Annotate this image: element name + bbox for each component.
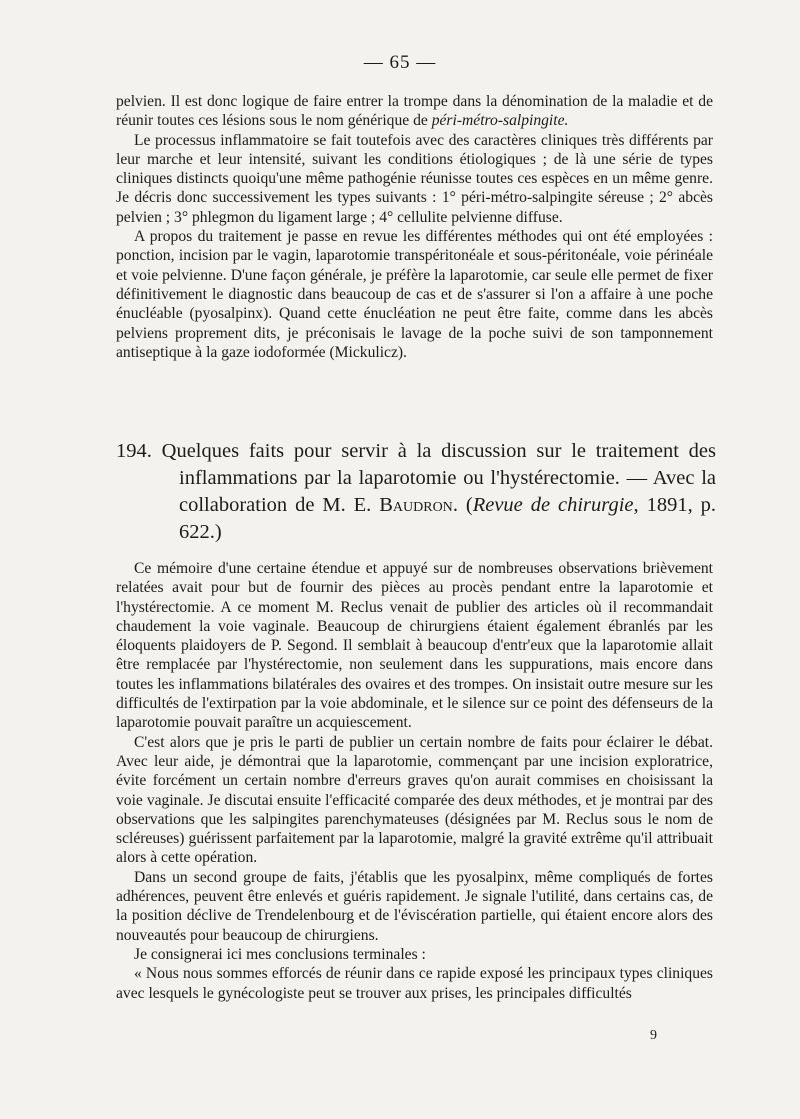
paragraph: C'est alors que je pris le parti de publier un certain nombre de faits pour éclairer le débat. Avec leur aide, je démontrai que la laparotomie, commençant par une incision exploratrice, évite forcément un certain nombre d'erreurs graves qu'on aurait commises en choisissant la voie vaginale. Je discutai ensuite l'efficacité comparée des deux méthodes, et je montrai par des observations que les salpingites parenchymateuses (désignées par M. Reclus sous le nom de scléreuses) guérissent parfaitement par la laparotomie, malgré la gravité extrême qu'il attribuait alors à cette opération. — [116, 733, 713, 867]
paragraph — [116, 92, 713, 131]
top-text-block — [116, 92, 713, 362]
paragraph: A propos du traitement je passe en revue les différentes méthodes qui ont été employées : ponction, incision par le vagin, laparotomie transpéritonéale et sous-péritonéale, voie périnéale et voie pelvienne. D'une façon générale, je préfère la laparotomie, car seule elle permet de fixer définitivement le diagnostic dans beaucoup de cas et de s'assurer si l'on a affaire à une poche énucléable (pyosalpinx). Quand cette énucléation ne peut être faite, comme dans les abcès pelviens proprement dits, je préconisais le lavage de la poche suivi de son tamponnement antiseptique à la gaze iodoformée (Mickulicz). — [116, 228, 713, 361]
section-heading — [116, 438, 716, 546]
paragraph-text: pelvien. Il est donc logique de faire entrer la trompe dans la dénomination de la maladie et de réunir toutes ces lésions sous le nom générique de — [116, 93, 713, 130]
citation: , 1891, p. 622.) — [179, 494, 717, 543]
paragraph: Dans un second groupe de faits, j'établis que les pyosalpinx, même compliqués de fortes adhérences, peuvent être enlevés et guéris rapidement. Je signale l'utilité, dans certains cas, de la position déclive de Trendelenbourg et de l'éviscération partielle, qui étaient encore alors des nouveautés pour beaucoup de chirurgiens. — [116, 868, 713, 944]
paragraph: « Nous nous sommes efforcés de réunir dans ce rapide exposé les principaux types cliniques avec lesquels le gynécologiste peut se trouver aux prises, les principales difficultés — [116, 965, 713, 1002]
paragraph: Ce mémoire d'une certaine étendue et appuyé sur de nombreuses observations brièvement relatées avait pour but de fournir des pièces au procès pendant entre la laparotomie et l'hystérectomie. A ce moment M. Reclus venait de publier des articles où il recommandait chaudement la voie vaginale. Beaucoup de chirurgiens étaient également ébranlés par les éloquents plaidoyers de P. Segond. Il semblait à beaucoup d'entr'eux que la laparotomie allait être remplacée par l'hystérectomie, non seulement dans les suppurations, mais encore dans toutes les inflammations bilatérales des ovaires et des trompes. On insistait outre mesure sur les difficultés de l'extirpation par la voie abdominale, et le silence sur ce point des défenseurs de la laparotomie pouvait paraître un acquiescement. — [116, 560, 713, 732]
journal-title: Revue de chirurgie — [472, 494, 634, 516]
bottom-text-block — [116, 559, 713, 1003]
signature-mark: 9 — [650, 1028, 657, 1043]
paragraph: Le processus inflammatoire se fait toutefois avec des caractères cliniques très différents par leur marche et leur intensité, suivant les conditions étiologiques ; de là une série de types cliniques distincts quoiqu'une même pathogénie réunisse toutes ces espèces en un même genre. Je décris donc successivement les types suivants : 1° péri-métro-salpingite séreuse ; 2° abcès pelvien ; 3° phlegmon du ligament large ; 4° cellulite pelvienne diffuse. — [116, 131, 713, 226]
italic-term: péri-métro-salpingite. — [431, 112, 569, 130]
paragraph: Je consignerai ici mes conclusions terminales : — [134, 945, 426, 963]
section-punct: . ( — [452, 494, 473, 516]
page-number: — 65 — — [363, 52, 437, 73]
section-number: 194. — [116, 440, 152, 462]
section-author: Baudron — [379, 494, 453, 516]
section-title: Quelques faits pour servir à la discussion sur le traitement des inflammations par la laparotomie ou l'hystérectomie. — Avec la collaboration de M. E. — [161, 440, 716, 516]
